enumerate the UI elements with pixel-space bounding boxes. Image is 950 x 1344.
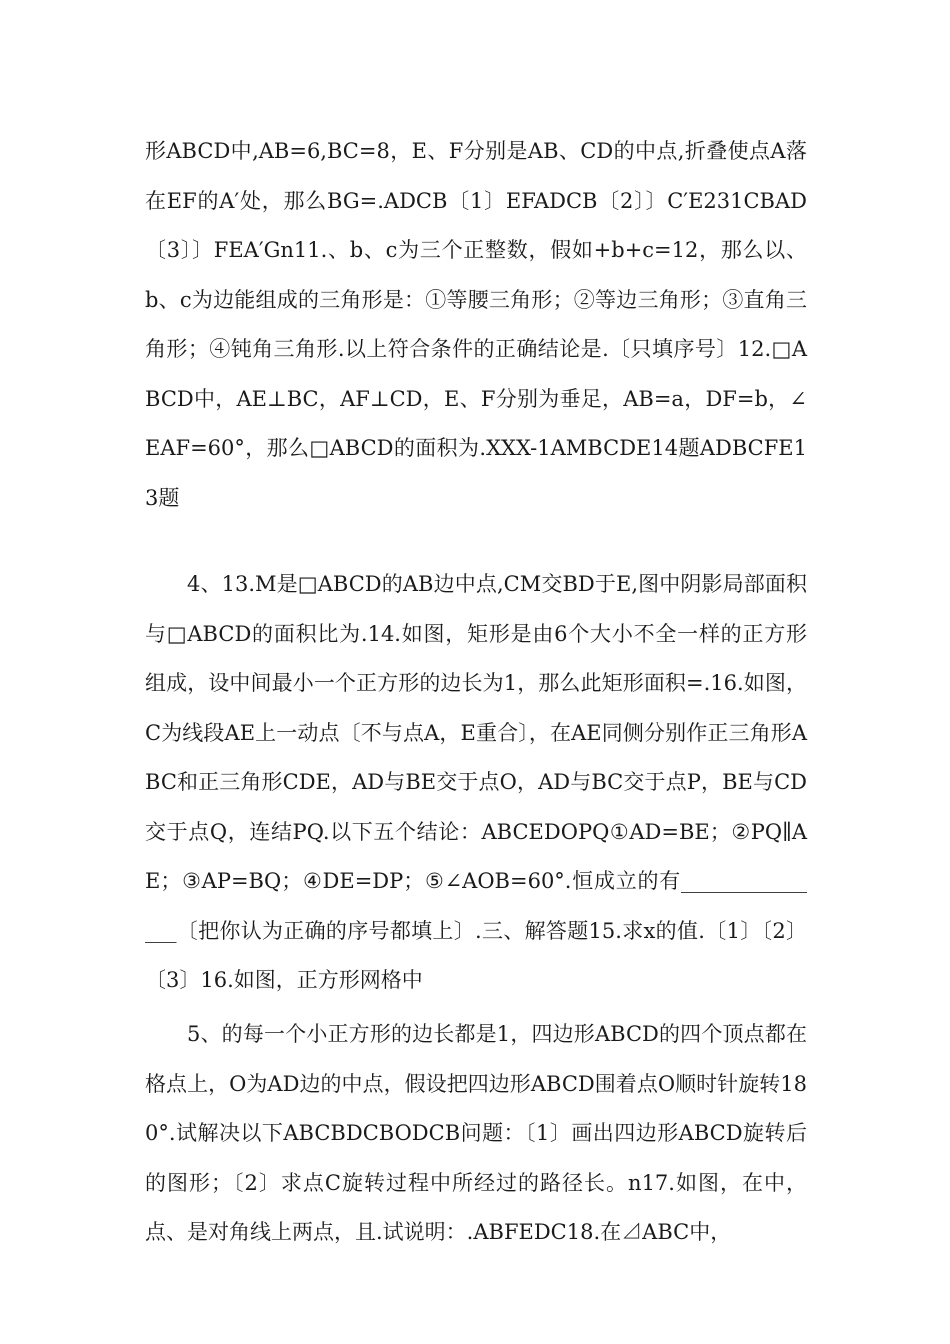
paragraph-3: 5、的每一个小正方形的边长都是1，四边形ABCD的四个顶点都在格点上，O为AD边的中点，假设把四边形ABCD围着点O顺时针旋转180°.试解决以下ABCBDCBODCB问题：〔1〕画出四边形ABCD旋转后的图形；〔2〕求点C旋转过程中所经过的路径长。n17.如图，在中，点、是对角线上两点，且.试说明：.ABFEDC18.在⊿ABC中， <box>145 1022 807 1244</box>
paragraph-1: 形ABCD中,AB=6,BC=8，E、F分别是AB、CD的中点,折叠使点A落在EF的A′处，那么BG=.ADCB〔1〕EFADCB〔2〕〕C′E231CBAD〔3〕〕FEA′Gn11.、b、c为三个正整数，假如+b+c=12，那么以、b、c为边能组成的三角形是：①等腰三角形；②等边三角形；③直角三角形；④钝角三角形.以上符合条件的正确结论是.〔只填序号〕12.□ABCD中，AE⊥BC，AF⊥CD，E、F分别为垂足，AB=a，DF=b，∠EAF=60°，那么□ABCD的面积为.XXX-1AMBCDE14题ADBCFE13题 <box>145 139 807 510</box>
paragraph-2: 4、13.M是□ABCD的AB边中点,CM交BD于E,图中阴影局部面积与□ABCD的面积比为.14.如图，矩形是由6个大小不全一样的正方形组成，设中间最小一个正方形的边长为1，那么此矩形面积=.16.如图，C为线段AE上一动点〔不与点A，E重合〕，在AE同侧分别作正三角形ABC和正三角形CDE，AD与BE交于点O，AD与BC交于点P，BE与CD交于点Q，连结PQ.以下五个结论：ABCEDOPQ①AD=BE；②PQ∥AE；③AP=BQ；④DE=DP；⑤∠AOB=60°.恒成立的有_______________〔把你认为正确的序号都填上〕.三、解答题15.求x的值.〔1〕〔2〕〔3〕16.如图，正方形网格中 <box>145 572 807 992</box>
